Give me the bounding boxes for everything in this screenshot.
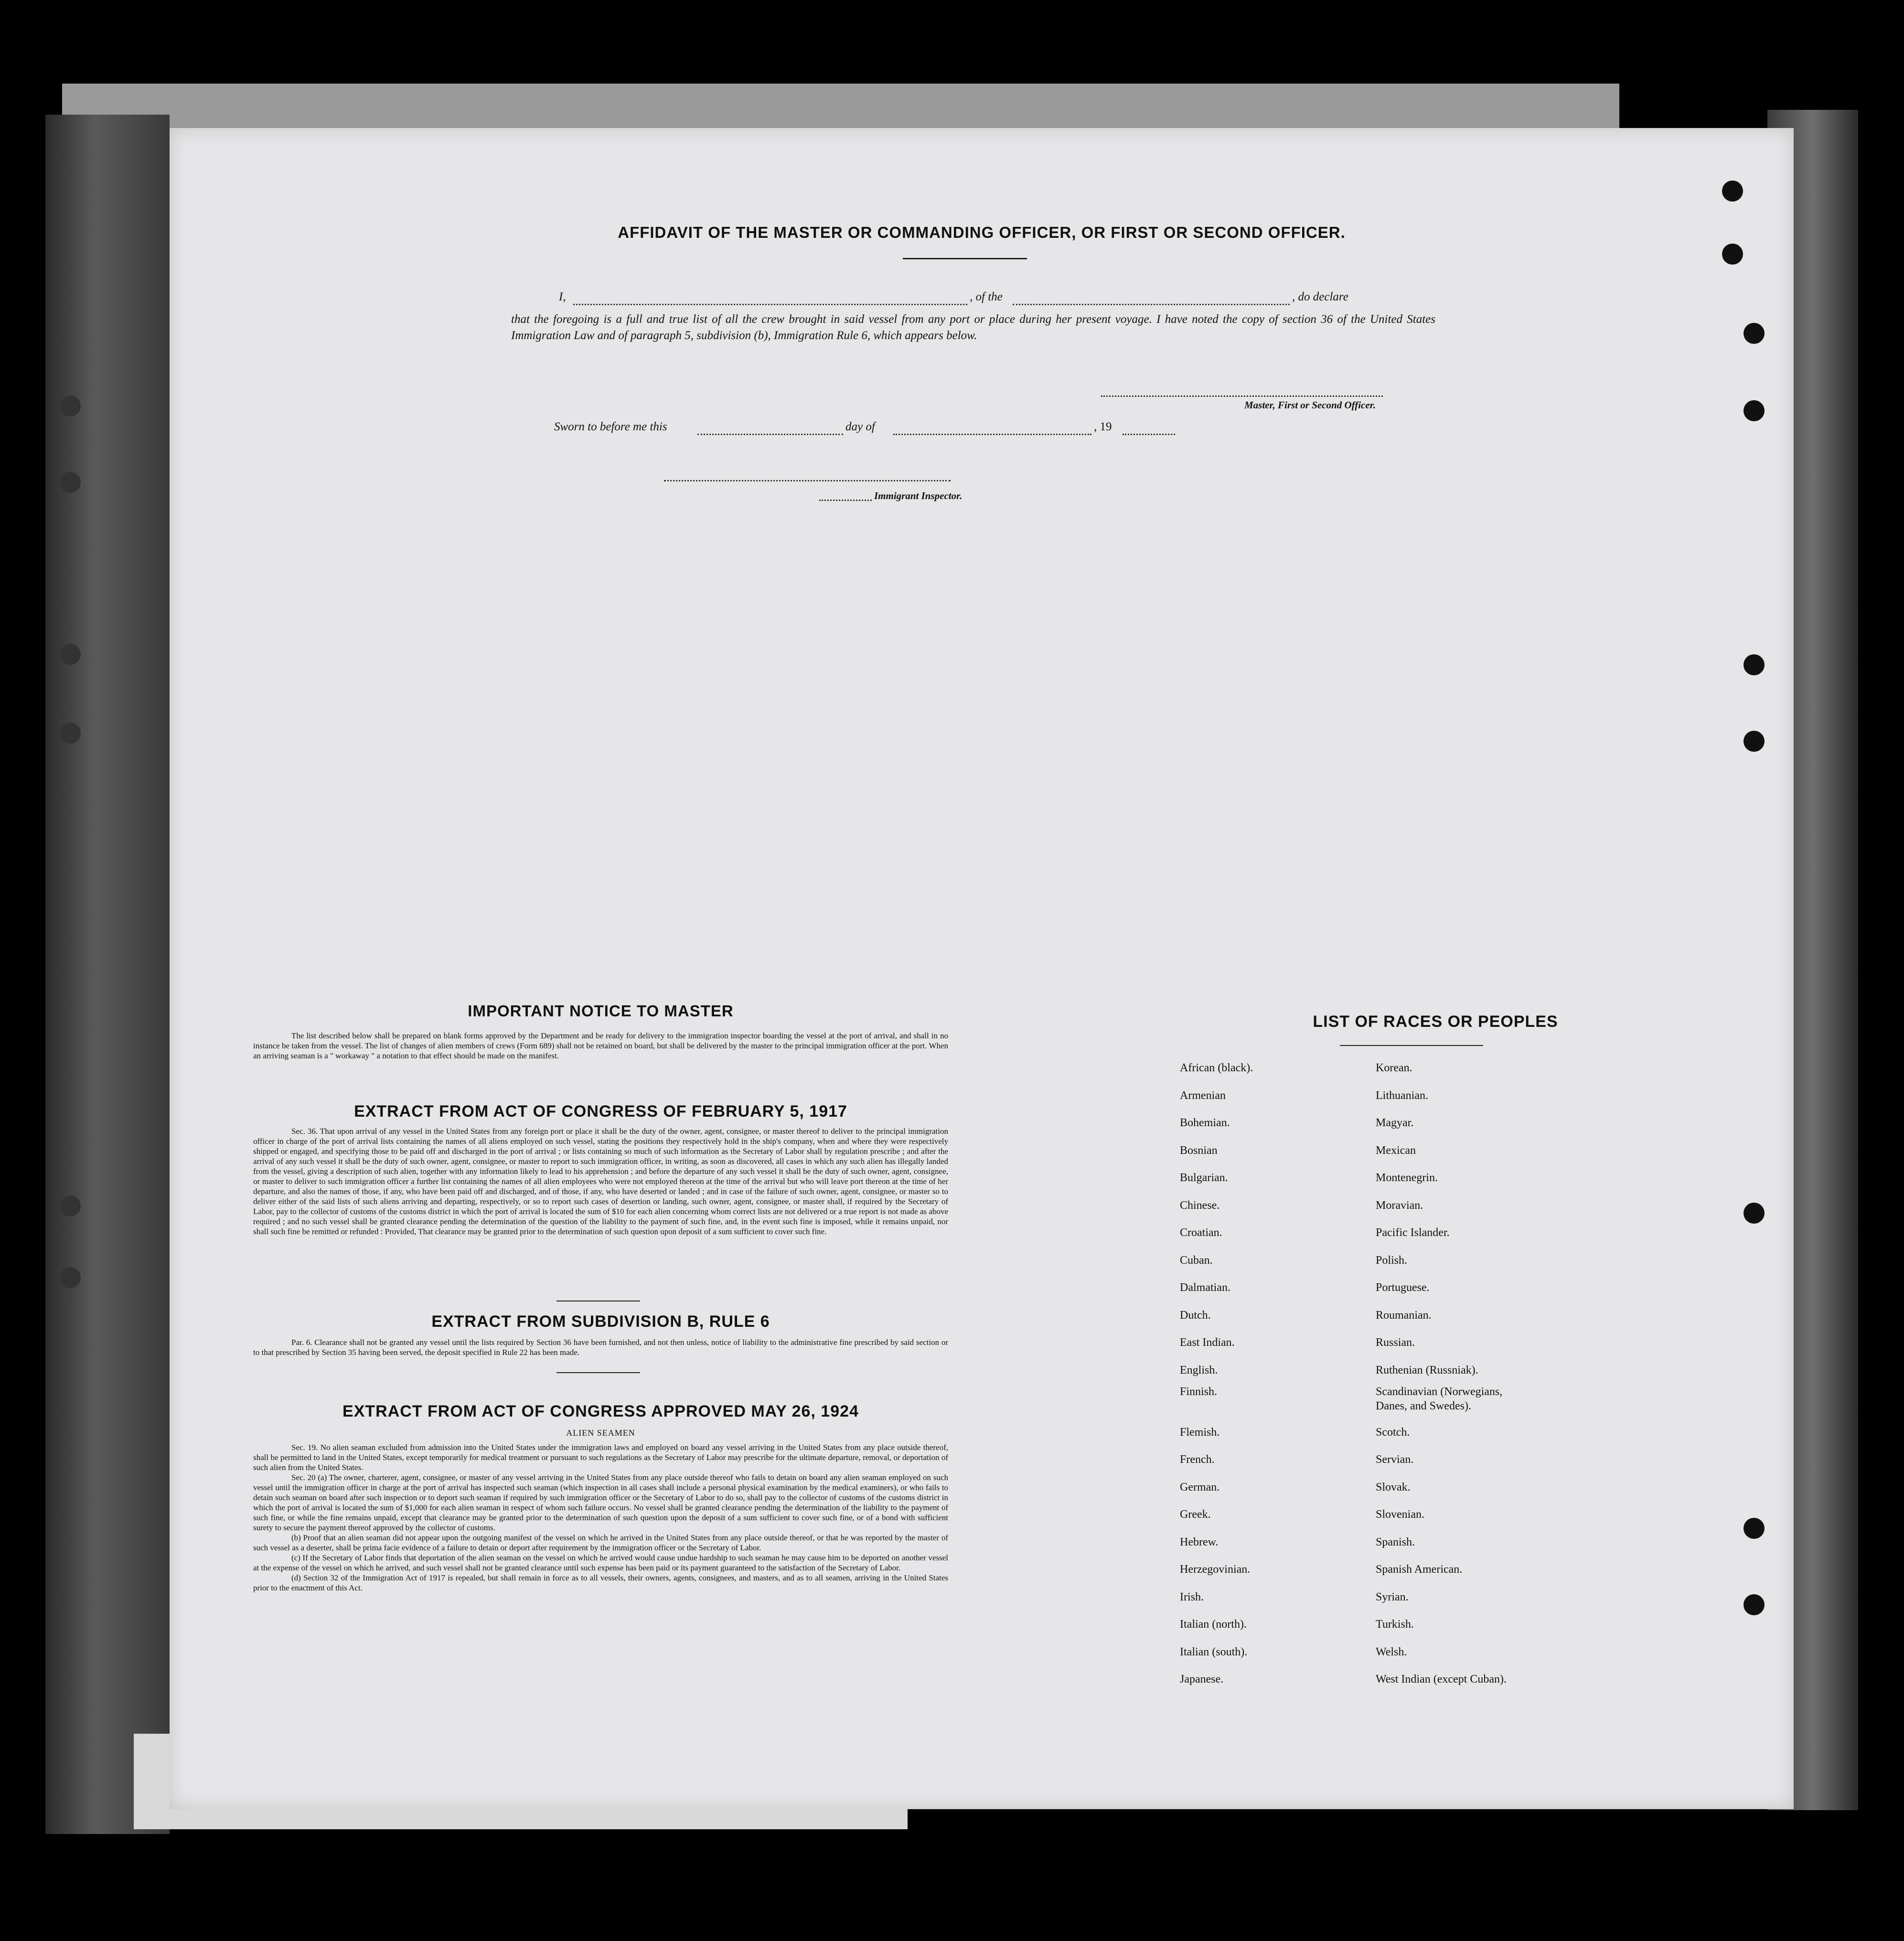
master-signature-field[interactable] (1101, 395, 1383, 397)
declaration-text: that the foregoing is a full and true list of all the crew brought in said vessel from any port or place during her present voyage. I have noted the copy of section 36 of the United States Immigration Law and of paragraph 5, subdivision (b), Immigration Rule 6, which appears below. (511, 313, 1435, 342)
race-item: Greek. (1180, 1508, 1211, 1521)
race-item: Finnish. (1180, 1385, 1218, 1398)
race-item: Scotch. (1376, 1426, 1410, 1439)
notice-text: The list described below shall be prepared on blank forms approved by the Department and be ready for delivery to the immigration inspector boarding the vessel at the port of arrival, and shall in no instance be taken from the vessel. The list of changes of alien members of crews (Form 689) shall not be retained on board, but shall be delivered by the master to the principal immigration officer at the port. When an arriving seaman is a " workaway " a notation to that effect should be made on the manifest. (253, 1031, 948, 1060)
binder-hole-icon (1744, 1594, 1765, 1615)
section-36-text: Sec. 36. That upon arrival of any vessel in the United States from any foreign port or place it shall be the duty of the owner, agent, consignee, or master thereof to deliver to the principal immigration officer in charge of the port of arrival lists containing the names of all aliens employed on such vessel, stating the positions they respectively hold in the ship's company, when and where they were respectively shipped or engaged, and specifying those to be paid off and discharged in the port of arrival ; or lists containing so much of such information as the Secretary of Labor shall by regulation prescribe ; and after the arrival of any such vessel it shall be the duty of such owner, agent, consignee, or master to report to such immigration officer, in writing, as soon as discovered, all cases in which any such alien has illegally landed from the vessel, giving a description of such alien, together with any information likely to lead to his apprehension ; and before the departure of any such vessel it shall be the duty of such owner, agent, consignee, or master to deliver to such immigration officer a further list containing the names of all alien employees who were not employed thereon at the time of the arrival but who will leave port thereon at the time of her departure, and also the names of those, if any, who have been paid off and discharged, and of those, if any, who have deserted or landed ; and in case of the failure of such owner, agent, consignee, or master so to deliver either of the said lists of such aliens arriving and departing, respectively, or so to report such cases of desertion or landing, such owner, agent, consignee, or master shall, if required by the Secretary of Labor, pay to the collector of customs of the customs district in which the port of arrival is located the sum of $10 for each alien concerning whom correct lists are not delivered or a true report is not made as above required ; and no such vessel shall be granted clearance pending the determination of the question of the liability to the payment of such fine, and, in the event such fine is imposed, while it remains unpaid, nor shall such fine be remitted or refunded : Provided, That clearance may be granted prior to the determination of such question upon deposit of a sum sufficient to cover such fine. (253, 1127, 948, 1236)
races-left-column (1180, 1062, 1380, 1701)
affidavit-title: AFFIDAVIT OF THE MASTER OR COMMANDING OFFICER, OR FIRST OR SECOND OFFICER. (618, 224, 1346, 241)
race-item: Bosnian (1180, 1144, 1218, 1157)
inspector-leader (819, 500, 872, 501)
binder-hole-icon (1744, 400, 1765, 421)
binder-hole-icon (60, 1195, 81, 1216)
race-item: Ruthenian (Russniak). (1376, 1364, 1478, 1376)
race-item: Syrian. (1376, 1590, 1409, 1603)
race-item: Slovenian. (1376, 1508, 1424, 1521)
race-item: Danes, and Swedes). (1376, 1399, 1471, 1412)
race-item: Bulgarian. (1180, 1172, 1228, 1184)
declaration-block (511, 290, 1435, 344)
rule-6-block (253, 1337, 948, 1357)
race-item: Japanese. (1180, 1673, 1224, 1685)
race-item: Chinese. (1180, 1199, 1220, 1212)
race-item: Mexican (1376, 1144, 1416, 1157)
races-right-column (1376, 1062, 1643, 1701)
binder-hole-icon (1744, 654, 1765, 675)
race-item: Polish. (1376, 1254, 1408, 1267)
inspector-caption: Immigrant Inspector. (874, 490, 963, 501)
rule-6-text: Par. 6. Clearance shall not be granted any vessel until the lists required by Section 36 have been furnished, and not then unless, notice of liability to the administrative fine prescribed by said section or to that prescribed by Section 35 having been served, the deposit specified in Rule 22 has been made. (253, 1338, 948, 1357)
race-item: Servian. (1376, 1453, 1414, 1466)
race-item: Turkish. (1376, 1618, 1414, 1631)
race-item: Armenian (1180, 1089, 1226, 1102)
extract-1924-title: EXTRACT FROM ACT OF CONGRESS APPROVED MAY 26, 1924 (342, 1402, 859, 1420)
notice-title: IMPORTANT NOTICE TO MASTER (468, 1002, 734, 1020)
binder-hole-icon (60, 1267, 81, 1288)
section-20d-text: (d) Section 32 of the Immigration Act of 1917 is repealed, but shall remain in force as to all vessels, their owners, agents, consignees, and masters, and as to all seamen, arriving in the United States prior to the enactment of this Act. (253, 1573, 948, 1592)
races-title: LIST OF RACES OR PEOPLES (1313, 1013, 1558, 1031)
race-item: English. (1180, 1364, 1218, 1376)
race-item: Korean. (1376, 1062, 1412, 1074)
sworn-label: Sworn to before me this (554, 420, 667, 433)
race-item: Lithuanian. (1376, 1089, 1428, 1102)
race-item: Italian (north). (1180, 1618, 1247, 1631)
vessel-field[interactable] (1013, 304, 1290, 305)
inspector-signature-field[interactable] (664, 480, 951, 481)
race-item: Portuguese. (1376, 1281, 1430, 1294)
race-item: West Indian (except Cuban). (1376, 1673, 1507, 1685)
alien-seamen-subtitle: ALIEN SEAMEN (566, 1428, 635, 1438)
name-field[interactable] (573, 304, 967, 305)
race-item: Pacific Islander. (1376, 1226, 1450, 1239)
race-item: Italian (south). (1180, 1645, 1248, 1658)
race-item: Spanish American. (1376, 1563, 1463, 1576)
sworn-line (554, 420, 1366, 439)
section-19-text: Sec. 19. No alien seaman excluded from admission into the United States under the immigration laws and employed on board any vessel arriving in the United States from any place outside thereof, shall be permitted to land in the United States, except temporarily for medical treatment or pursuant to such regulations as the Secretary of Labor may prescribe for the ultimate departure, removal, or deportation of such alien from the United States. (253, 1443, 948, 1472)
race-item: Hebrew. (1180, 1536, 1219, 1548)
do-declare-label: , do declare (1292, 290, 1348, 303)
sworn-month-field[interactable] (893, 434, 1091, 435)
i-label: I, (559, 290, 566, 303)
divider (556, 1372, 640, 1373)
race-item: Dutch. (1180, 1309, 1211, 1322)
sworn-day-field[interactable] (697, 434, 843, 435)
race-item: Irish. (1180, 1590, 1204, 1603)
races-title-underline (1340, 1045, 1483, 1046)
race-item: African (black). (1180, 1062, 1253, 1074)
binder-hole-icon (60, 644, 81, 665)
race-item: Roumanian. (1376, 1309, 1432, 1322)
race-item: Russian. (1376, 1336, 1415, 1349)
race-item: Dalmatian. (1180, 1281, 1230, 1294)
race-item: Bohemian. (1180, 1117, 1230, 1129)
race-item: German. (1180, 1481, 1220, 1493)
section-20c-text: (c) If the Secretary of Labor finds that deportation of the alien seaman on the vessel on which he arrived would cause undue hardship to such seaman he may cause him to be deported on another vessel at the expense of the vessel on which he arrived, and such vessel shall not be granted clearance until such expense has been paid or its payment guaranteed to the satisfaction of the Secretary of Labor. (253, 1553, 948, 1572)
sworn-year-field[interactable] (1123, 434, 1175, 435)
form-page (170, 128, 1794, 1809)
binder-hole-icon (60, 395, 81, 416)
of-the-label: , of the (970, 290, 1003, 303)
race-item (1180, 1400, 1380, 1426)
extract-1917-block (253, 1126, 948, 1237)
race-item: Welsh. (1376, 1645, 1407, 1658)
binder-edge-left (45, 115, 170, 1834)
extract-1917-title: EXTRACT FROM ACT OF CONGRESS OF FEBRUARY 5, 1917 (354, 1102, 847, 1120)
binder-hole-icon (1722, 244, 1743, 265)
year-label: , 19 (1094, 420, 1112, 433)
race-item: French. (1180, 1453, 1215, 1466)
race-item: Croatian. (1180, 1226, 1222, 1239)
race-item: East Indian. (1180, 1336, 1235, 1349)
binder-hole-icon (1744, 323, 1765, 344)
notice-text-block (253, 1031, 948, 1061)
race-item: Scandinavian (Norwegians, (1376, 1385, 1503, 1398)
section-20a-text: Sec. 20 (a) The owner, charterer, agent, consignee, or master of any vessel arriving in the United States from any place outside thereof who fails to detain on board any alien seaman employed on such vessel until the immigration officer in charge at the port of arrival has inspected such seaman (which inspection in all cases shall include a personal physical examination by the medical examiners), or who fails to detain such seaman on board after such inspection or to deport such seaman if required by such immigration officer or the Secretary of Labor to do so, shall pay to the collector of customs of the customs district in which the port of arrival is located the sum of $1,000 for each alien seaman in respect of whom such failure occurs. No vessel shall be granted clearance pending the determination of the liability to the payment of such fine, or while the fine remains unpaid, except that clearance may be granted prior to the determination of such question upon the deposit of a sum sufficient to cover such fine, or of a bond with sufficient surety to secure the payment thereof approved by the collector of customs. (253, 1473, 948, 1532)
day-of-label: day of (845, 420, 875, 433)
race-item: Flemish. (1180, 1426, 1220, 1439)
extract-1924-block (253, 1442, 948, 1593)
master-signature-caption: Master, First or Second Officer. (1244, 399, 1376, 411)
binder-hole-icon (1722, 181, 1743, 202)
title-underline (903, 258, 1027, 259)
race-item: Spanish. (1376, 1536, 1415, 1548)
binder-hole-icon (60, 472, 81, 493)
race-item: Magyar. (1376, 1117, 1414, 1129)
rule-6-title: EXTRACT FROM SUBDIVISION B, RULE 6 (431, 1312, 770, 1331)
binder-hole-icon (60, 723, 81, 744)
binder-hole-icon (1744, 1518, 1765, 1539)
race-item: Cuban. (1180, 1254, 1213, 1267)
race-item: Moravian. (1376, 1199, 1423, 1212)
section-20b-text: (b) Proof that an alien seaman did not appear upon the outgoing manifest of the vessel on which he arrived in the United States from any place outside thereof, or that he was reported by the master of such vessel as a deserter, shall be prima facie evidence of a failure to detain or deport after requirement by the immigration officer or the Secretary of Labor. (253, 1533, 948, 1552)
binder-hole-icon (1744, 1203, 1765, 1224)
race-item: Slovak. (1376, 1481, 1411, 1493)
race-item: Herzegovinian. (1180, 1563, 1251, 1576)
binder-hole-icon (1744, 731, 1765, 752)
race-item: Montenegrin. (1376, 1172, 1438, 1184)
